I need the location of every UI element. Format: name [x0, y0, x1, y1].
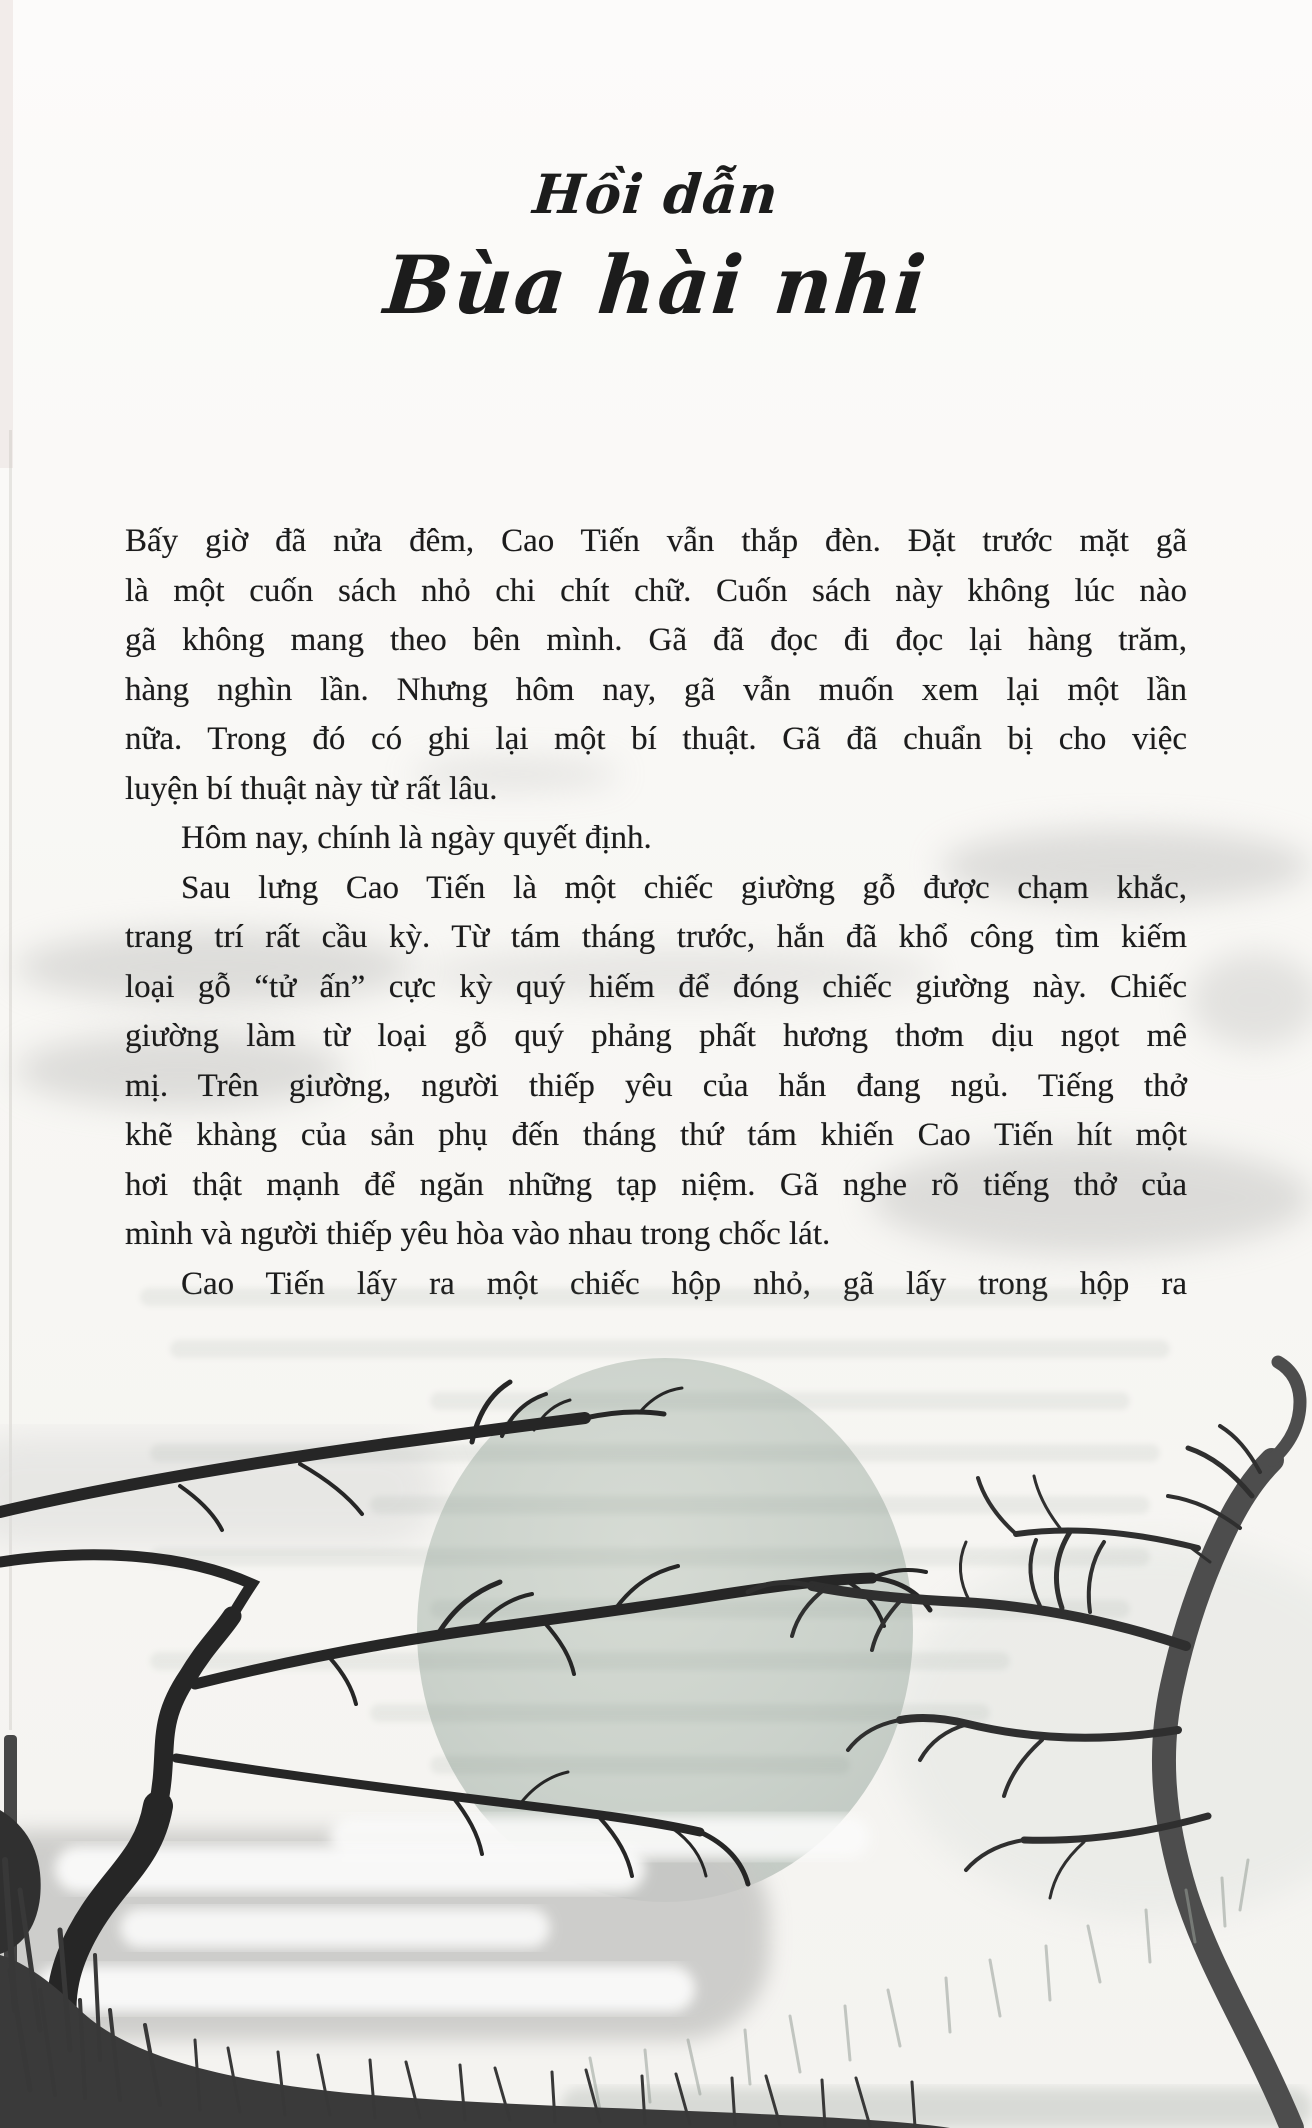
text-line: luyện bí thuật này từ rất lâu.	[125, 770, 498, 807]
text-line: Cao Tiến lấy ra một chiếc hộp nhỏ, gã lấy trong hộp ra	[181, 1265, 1187, 1302]
text-line: hàng nghìn lần. Nhưng hôm nay, gã vẫn muốn xem lại một lần	[125, 671, 1187, 708]
text-line: Bấy giờ đã nửa đêm, Cao Tiến vẫn thắp đèn. Đặt trước mặt gã	[125, 523, 1187, 559]
text-line: hơi thật mạnh để ngăn những tạp niệm. Gã nghe rõ tiếng thở của	[125, 1166, 1187, 1203]
text-line: khẽ khàng của sản phụ đến tháng thứ tám khiến Cao Tiến hít một	[125, 1117, 1187, 1153]
text-line: Sau lưng Cao Tiến là một chiếc giường gỗ được chạm khắc,	[181, 869, 1187, 906]
text-line: là một cuốn sách nhỏ chi chít chữ. Cuốn sách này không lúc nào	[125, 572, 1187, 609]
body-text	[125, 517, 1187, 1309]
text-line: mị. Trên giường, người thiếp yêu của hắn đang ngủ. Tiếng thở	[125, 1067, 1187, 1104]
paragraph	[125, 864, 1187, 1260]
text-line: gã không mang theo bên mình. Gã đã đọc đi đọc lại hàng trăm,	[125, 622, 1187, 658]
text-line: nữa. Trong đó có ghi lại một bí thuật. Gã đã chuẩn bị cho việc	[125, 721, 1187, 757]
text-line: trang trí rất cầu kỳ. Từ tám tháng trước, hắn đã khổ công tìm kiếm	[125, 919, 1187, 955]
text-line: Hôm nay, chính là ngày quyết định.	[181, 820, 652, 856]
text-line: loại gỗ “tử ấn” cực kỳ quý hiếm để đóng chiếc giường này. Chiếc	[125, 968, 1187, 1005]
page-edge-shadow	[0, 0, 13, 468]
paragraph	[125, 814, 1187, 864]
mist-smudge	[1190, 952, 1312, 1048]
chapter-kicker: Hồi dẫn	[530, 162, 782, 226]
paragraph	[125, 517, 1187, 814]
chapter-title: Bùa hài nhi	[380, 238, 932, 332]
text-line: mình và người thiếp yêu hòa vào nhau trong chốc lát.	[125, 1216, 831, 1252]
night-illustration	[0, 1210, 1312, 2128]
text-line: giường làm từ loại gỗ quý phảng phất hương thơm dịu ngọt mê	[125, 1018, 1187, 1054]
